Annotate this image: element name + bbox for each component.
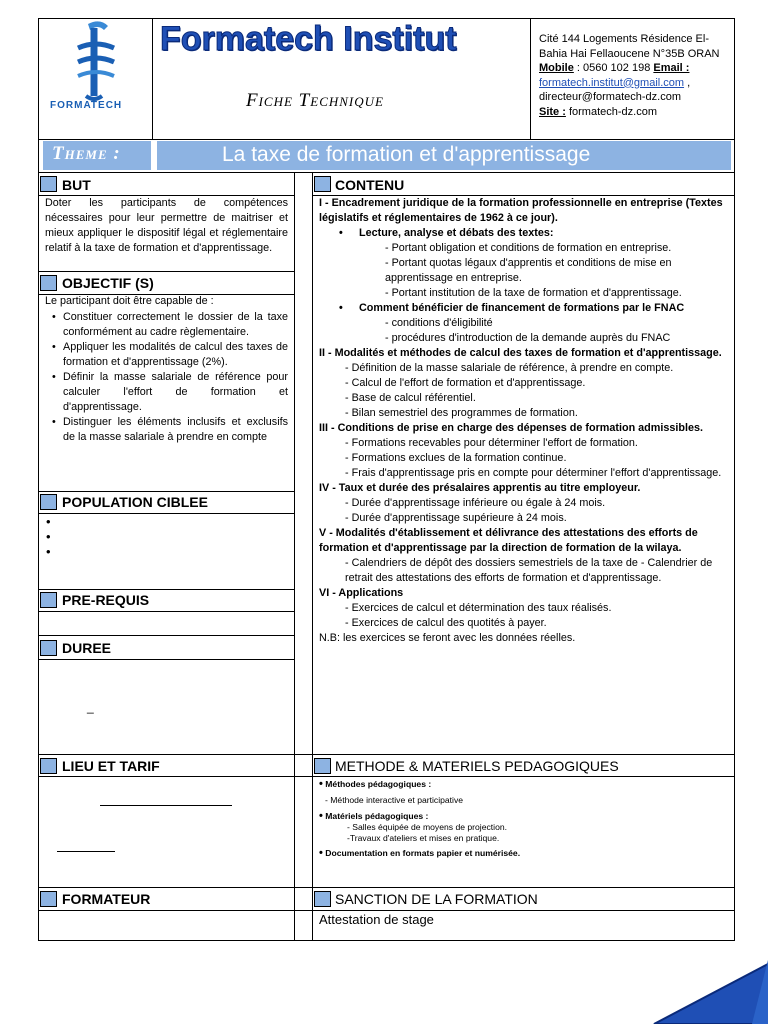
contenu-line: III - Conditions de prise en charge des dépenses de formation admissibles. xyxy=(319,422,703,434)
document-type: Fiche Technique xyxy=(246,90,384,111)
contenu-line: N.B: les exercices se feront avec les données réelles. xyxy=(319,632,576,644)
row-line xyxy=(38,491,295,492)
contenu-heading: CONTENU xyxy=(335,177,405,193)
list-item: • Constituer correctement le dossier de la taxe conformément au cadre règlementaire. xyxy=(52,311,288,338)
website: formatech-dz.com xyxy=(568,105,657,118)
but-marker xyxy=(40,176,57,192)
email-label: Email : xyxy=(653,62,690,74)
tarif-blank-line xyxy=(57,851,115,852)
logo-text: FORMATECH xyxy=(50,100,123,111)
list-item: • Distinguer les éléments inclusifs et exclusifs de la masse salariale à prendre en compte xyxy=(52,416,288,443)
row-line xyxy=(38,611,295,612)
bullet-icon: • xyxy=(339,302,343,314)
objectif-heading: OBJECTIF (S) xyxy=(62,275,154,291)
formateur-heading: FORMATEUR xyxy=(62,891,151,907)
list-item: • Appliquer les modalités de calcul des taxes de formation et d'apprentissage (2%). xyxy=(52,341,288,368)
lieu-blank-line xyxy=(100,805,232,806)
materiel-item: -Travaux d'ateliers et mises en pratique. xyxy=(347,833,500,843)
contenu-line: - Portant institution de la taxe de formation et d'apprentissage. xyxy=(385,287,682,299)
documentation-label: Documentation en formats papier et numérisée. xyxy=(325,848,521,858)
methode-heading: METHODE & MATERIELS PEDAGOGIQUES xyxy=(335,758,619,774)
materiel-item: - Salles équipée de moyens de projection. xyxy=(347,822,508,832)
contenu-line: • Comment bénéficier de financement de formations par le FNAC xyxy=(339,302,685,314)
formateur-marker xyxy=(40,891,57,907)
contenu-line: I - Encadrement juridique de la formation professionnelle en entreprise (Textes législatifs et réglementaires de 1962 à ce jour). xyxy=(319,197,723,224)
methode-marker xyxy=(314,758,331,774)
contenu-line: - Formations recevables pour déterminer l'effort de formation. xyxy=(345,437,638,449)
corner-triangle-decoration xyxy=(650,960,768,1024)
theme-label: Theme : xyxy=(52,143,121,164)
email-link[interactable]: formatech.institut@gmail.com xyxy=(539,76,685,89)
duree-marker xyxy=(40,640,57,656)
list-item: • Définir la masse salariale de référence pour calculer l'effort de formation et d'apprentissage. xyxy=(52,371,288,413)
duree-value: _ xyxy=(87,700,94,714)
row-line xyxy=(38,513,295,514)
population-heading: POPULATION CIBLEE xyxy=(62,494,208,510)
contenu-line: - Exercices de calcul des quotités à payer. xyxy=(345,617,547,629)
contenu-line: - Portant quotas légaux d'apprentis et conditions de mise en apprentissage en entreprise. xyxy=(385,257,672,284)
contenu-line: - Durée d'apprentissage inférieure ou égale à 24 mois. xyxy=(345,497,606,509)
lieu-marker xyxy=(40,758,57,774)
objectif-intro: Le participant doit être capable de : xyxy=(45,295,214,307)
header-divider-1 xyxy=(152,18,153,140)
but-heading: BUT xyxy=(62,177,91,193)
prerequis-heading: PRE-REQUIS xyxy=(62,592,150,608)
row-line xyxy=(38,910,735,911)
materiels-label: Matériels pédagogiques : xyxy=(325,811,429,821)
contact-block: Cité 144 Logements Résidence El-Bahia Hai Fellaoucene N°35B ORAN Mobile : 0560 102 198 Email : formatech.institut@gmail.com , directeur@formatech-dz.com Site : formatech-dz.com xyxy=(539,33,720,118)
mobile-number: : 0560 102 198 xyxy=(576,62,651,74)
contenu-line: - Exercices de calcul et détermination des taux réalisés. xyxy=(345,602,612,614)
email-secondary: directeur@formatech-dz.com xyxy=(539,91,681,103)
contenu-line: II - Modalités et méthodes de calcul des taxes de formation et d'apprentissage. xyxy=(319,347,722,359)
col-divider-right xyxy=(312,172,313,941)
contenu-line: - Portant obligation et conditions de formation en entreprise. xyxy=(385,242,672,254)
bullet-icon: • xyxy=(339,227,343,239)
mobile-label: Mobile xyxy=(539,62,574,74)
row-line xyxy=(38,635,295,636)
duree-heading: DUREE xyxy=(62,640,112,656)
sanction-marker xyxy=(314,891,331,907)
contenu-line: - Base de calcul référentiel. xyxy=(345,392,476,404)
institute-name: Formatech Institut xyxy=(160,20,457,58)
objectif-list xyxy=(52,310,288,445)
contenu-line: IV - Taux et durée des présalaires apprentis au titre employeur. xyxy=(319,482,641,494)
col-divider-left xyxy=(294,172,295,941)
contenu-line: - Définition de la masse salariale de référence, à prendre en compte. xyxy=(345,362,674,374)
site-label: Site : xyxy=(539,105,566,118)
contenu-line: - procédures d'introduction de la demande auprès du FNAC xyxy=(385,332,671,344)
row-line xyxy=(38,659,295,660)
contenu-line: - Calcul de l'effort de formation et d'apprentissage. xyxy=(345,377,586,389)
contenu-line: • Lecture, analyse et débats des textes: xyxy=(339,227,554,239)
population-marker xyxy=(40,494,57,510)
methodes-label: Méthodes pédagogiques : xyxy=(325,779,432,789)
sanction-heading: SANCTION DE LA FORMATION xyxy=(335,891,538,907)
methode-item: - Méthode interactive et participative xyxy=(325,795,464,805)
contenu-line: - Calendriers de dépôt des dossiers semestriels de la taxe de - Calendrier de retrait des attestations des efforts de formation et d'apprentissage. xyxy=(345,557,713,584)
contenu-line: VI - Applications xyxy=(319,587,404,599)
logo xyxy=(48,18,144,118)
row-line xyxy=(38,887,735,888)
row-line xyxy=(38,589,295,590)
population-bullets: • • • xyxy=(46,514,51,559)
contenu-marker xyxy=(314,176,331,192)
contenu-body xyxy=(319,196,729,646)
objectif-marker xyxy=(40,275,57,291)
methode-body: • Méthodes pédagogiques : - Méthode interactive et participative • Matériels pédagogiques : - Salles équipée de moyens de projection. -Travaux d'ateliers et mises en pratique. • Documentation en formats papier et numérisée. xyxy=(319,779,729,859)
but-text: Doter les participants de compétences nécessaires pour leur permettre de maitriser et mieux appliquer le dispositif légal et réglementaire relatif à la taxe de formation et d'apprentissage. xyxy=(45,197,288,254)
header-divider-2 xyxy=(530,18,531,140)
contenu-line: - Frais d'apprentissage pris en compte pour déterminer l'effort d'apprentissage. xyxy=(345,467,722,479)
lieu-heading: LIEU ET TARIF xyxy=(62,758,160,774)
theme-title: La taxe de formation et d'apprentissage xyxy=(222,143,591,166)
row-line xyxy=(38,271,295,272)
row-line xyxy=(38,754,735,755)
contenu-line: - Durée d'apprentissage supérieure à 24 mois. xyxy=(345,512,567,524)
prerequis-marker xyxy=(40,592,57,608)
contenu-line: - Bilan semestriel des programmes de formation. xyxy=(345,407,578,419)
contenu-line: - conditions d'éligibilité xyxy=(385,317,493,329)
address: Cité 144 Logements Résidence El-Bahia Hai Fellaoucene N°35B ORAN xyxy=(539,33,720,60)
sanction-text: Attestation de stage xyxy=(319,912,434,927)
contenu-line: V - Modalités d'établissement et délivrance des attestations des efforts de formation et d'apprentissage par la direction de formation de la wilaya. xyxy=(319,527,698,554)
contenu-line: - Formations exclues de la formation continue. xyxy=(345,452,567,464)
row-line xyxy=(38,776,735,777)
